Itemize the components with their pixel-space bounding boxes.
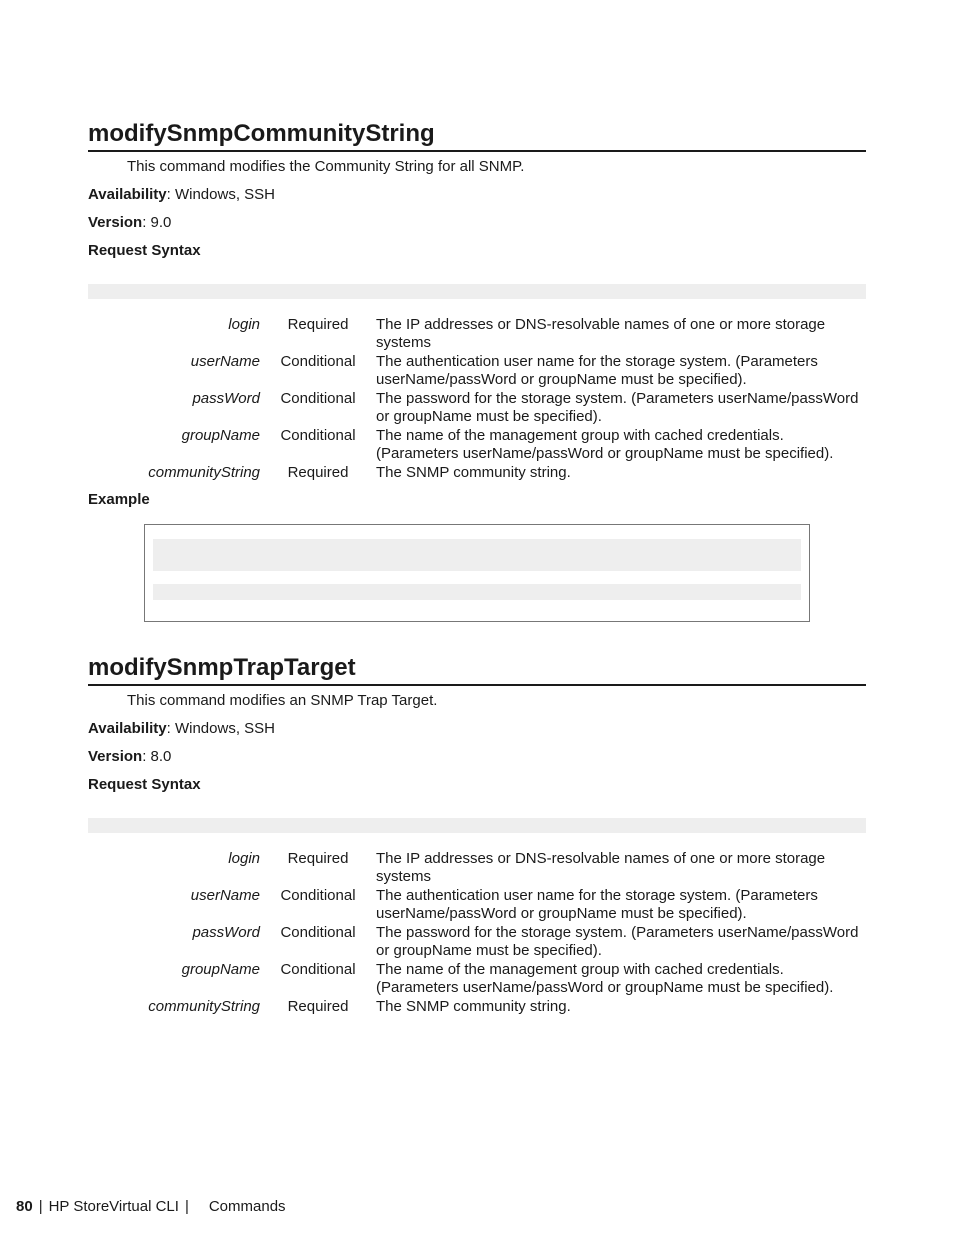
parameter-table [88, 316, 866, 483]
param-requirement: Conditional [280, 390, 356, 407]
param-description: The SNMP community string. [376, 464, 571, 481]
section-title: modifySnmpTrapTarget [88, 652, 866, 686]
example-code-line [153, 584, 801, 600]
request-syntax-label [88, 242, 866, 260]
section-title: modifySnmpCommunityString [88, 118, 866, 152]
version [88, 748, 866, 766]
version-value: : 9.0 [142, 214, 172, 231]
table-row [88, 924, 866, 961]
table-row [88, 464, 866, 483]
example-code-line [153, 539, 801, 571]
param-requirement: Conditional [280, 961, 356, 978]
param-description: The authentication user name for the storage system. (Parameters userName/passWord or groupName must be specified). [376, 887, 818, 922]
footer-chapter: Commands [208, 1198, 286, 1215]
availability-label: Availability [88, 186, 167, 203]
param-description: The authentication user name for the storage system. (Parameters userName/passWord or groupName must be specified). [376, 353, 818, 388]
table-row [88, 353, 866, 390]
param-requirement: Required [287, 850, 349, 867]
param-description: The name of the management group with cached credentials. (Parameters userName/passWord or groupName must be specified). [376, 961, 834, 996]
availability-value: : Windows, SSH [166, 720, 276, 737]
section-description: This command modifies an SNMP Trap Target. [127, 692, 438, 709]
request-syntax-code-block [88, 818, 866, 833]
page-footer [16, 1197, 286, 1217]
param-description: The SNMP community string. [376, 998, 571, 1015]
section-modify-snmp-trap-target [88, 652, 866, 1017]
param-name: groupName [181, 961, 260, 978]
param-requirement: Required [287, 998, 349, 1015]
version-label: Version [88, 214, 143, 231]
table-row [88, 998, 866, 1017]
availability [88, 720, 866, 738]
availability [88, 186, 866, 204]
example-code-box [144, 524, 810, 622]
table-row [88, 887, 866, 924]
footer-separator: | [38, 1198, 43, 1215]
param-name: userName [190, 353, 260, 370]
param-requirement: Conditional [280, 887, 356, 904]
param-requirement: Required [287, 464, 349, 481]
section-description: This command modifies the Community String for all SNMP. [127, 158, 525, 175]
table-row [88, 850, 866, 887]
param-name: communityString [148, 464, 260, 481]
param-name: userName [190, 887, 260, 904]
param-requirement: Required [287, 316, 349, 333]
param-name: passWord [192, 924, 260, 941]
example-heading: Example [88, 491, 150, 508]
table-row [88, 961, 866, 998]
param-description: The IP addresses or DNS-resolvable names of one or more storage systems [376, 316, 826, 351]
page-number: 80 [16, 1198, 33, 1215]
param-description: The IP addresses or DNS-resolvable names of one or more storage systems [376, 850, 826, 885]
request-syntax-code-block [88, 284, 866, 299]
param-name: communityString [148, 998, 260, 1015]
version-value: : 8.0 [142, 748, 172, 765]
request-syntax-heading: Request Syntax [88, 242, 201, 259]
version [88, 214, 866, 232]
availability-value: : Windows, SSH [166, 186, 276, 203]
param-description: The password for the storage system. (Parameters userName/passWord or groupName must be specified). [376, 390, 859, 425]
version-label: Version [88, 748, 143, 765]
param-requirement: Conditional [280, 353, 356, 370]
availability-label: Availability [88, 720, 167, 737]
footer-separator: | [184, 1198, 189, 1215]
parameter-table [88, 850, 866, 1017]
table-row [88, 427, 866, 464]
param-requirement: Conditional [280, 924, 356, 941]
param-name: passWord [192, 390, 260, 407]
table-row [88, 390, 866, 427]
param-name: groupName [181, 427, 260, 444]
param-name: login [228, 850, 260, 867]
table-row [88, 316, 866, 353]
param-name: login [228, 316, 260, 333]
footer-doc-title: HP StoreVirtual CLI [48, 1198, 179, 1215]
param-description: The password for the storage system. (Parameters userName/passWord or groupName must be specified). [376, 924, 859, 959]
request-syntax-heading: Request Syntax [88, 776, 201, 793]
param-description: The name of the management group with cached credentials. (Parameters userName/passWord or groupName must be specified). [376, 427, 834, 462]
param-requirement: Conditional [280, 427, 356, 444]
request-syntax-label [88, 776, 866, 794]
section-modify-snmp-community-string [88, 118, 866, 509]
